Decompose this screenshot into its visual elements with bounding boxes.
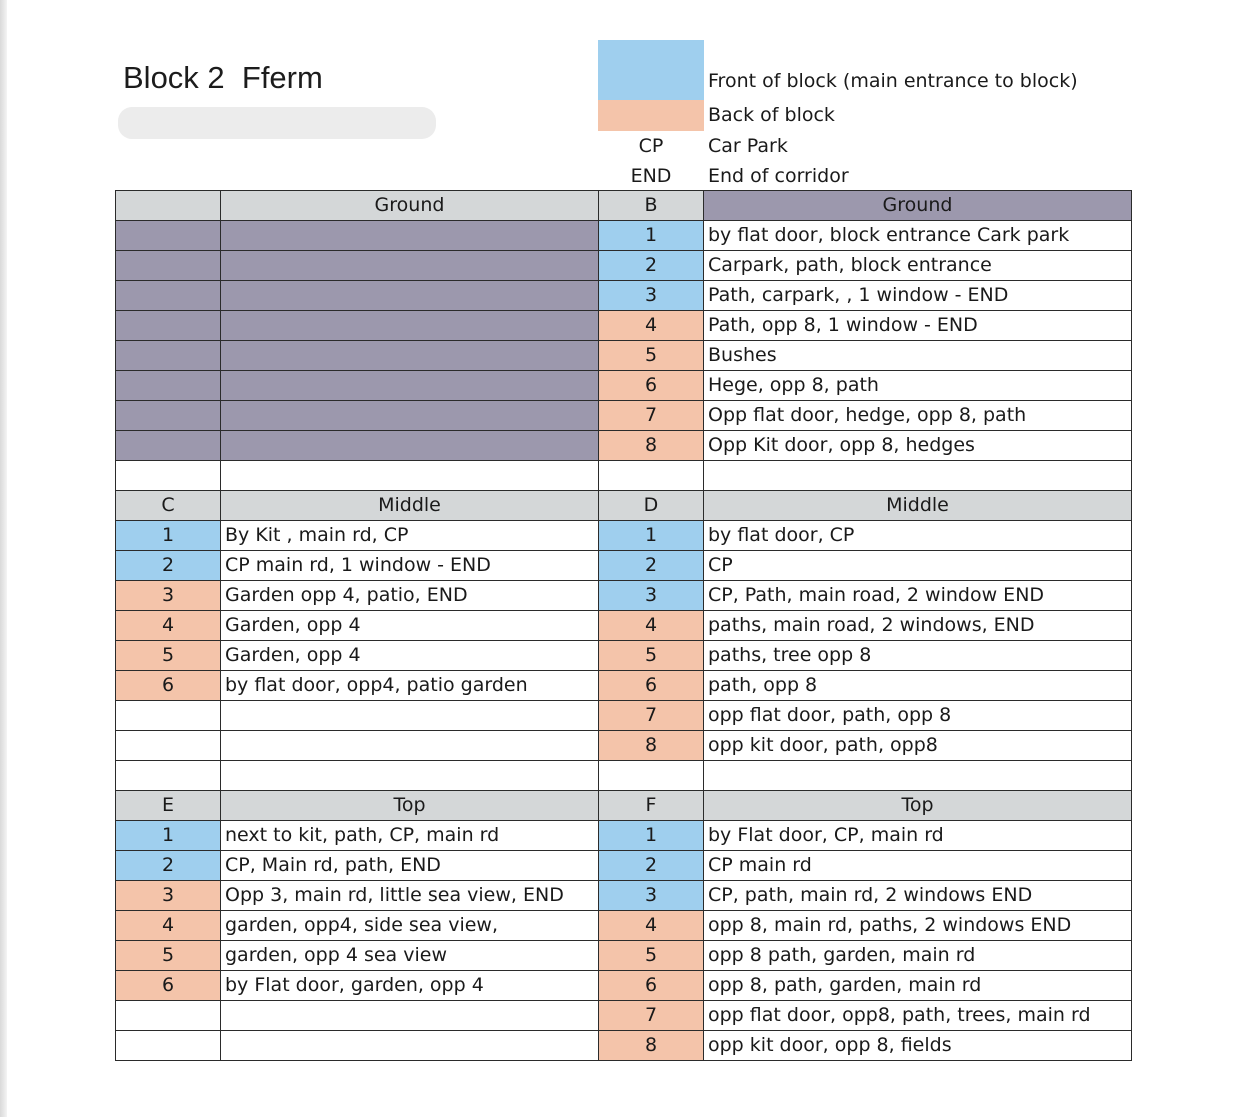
table-row xyxy=(116,521,1132,551)
left-description-cell: Top xyxy=(221,791,599,821)
left-flat-number-cell: 2 xyxy=(116,551,221,581)
left-description-cell xyxy=(221,281,599,311)
table-row xyxy=(116,731,1132,761)
left-description-cell xyxy=(221,731,599,761)
table-row xyxy=(116,941,1132,971)
left-description-cell xyxy=(221,461,599,491)
right-description-cell: Opp flat door, hedge, opp 8, path xyxy=(704,401,1132,431)
right-description-cell: by flat door, CP xyxy=(704,521,1132,551)
left-flat-number-cell: 3 xyxy=(116,881,221,911)
right-flat-number-cell: 3 xyxy=(599,581,704,611)
left-flat-number-cell xyxy=(116,341,221,371)
flat-location-table xyxy=(115,190,1132,1061)
right-flat-number-cell: 5 xyxy=(599,341,704,371)
left-description-cell xyxy=(221,251,599,281)
right-description-cell: by flat door, block entrance Cark park xyxy=(704,221,1132,251)
table-row xyxy=(116,341,1132,371)
right-description-cell: Opp Kit door, opp 8, hedges xyxy=(704,431,1132,461)
left-flat-number-cell xyxy=(116,221,221,251)
right-description-cell: Bushes xyxy=(704,341,1132,371)
legend-end-abbr: END xyxy=(630,165,672,187)
redacted-subtitle xyxy=(118,107,436,139)
right-description-cell: CP xyxy=(704,551,1132,581)
table-row xyxy=(116,551,1132,581)
left-flat-number-cell xyxy=(116,1001,221,1031)
left-flat-number-cell: 1 xyxy=(116,821,221,851)
left-flat-number-cell xyxy=(116,401,221,431)
left-description-cell xyxy=(221,341,599,371)
left-description-cell xyxy=(221,701,599,731)
right-flat-number-cell: 4 xyxy=(599,911,704,941)
table-row xyxy=(116,251,1132,281)
left-flat-number-cell xyxy=(116,701,221,731)
left-flat-number-cell xyxy=(116,431,221,461)
left-flat-number-cell: 2 xyxy=(116,851,221,881)
right-description-cell: Hege, opp 8, path xyxy=(704,371,1132,401)
left-description-cell: CP, Main rd, path, END xyxy=(221,851,599,881)
right-flat-number-cell xyxy=(599,761,704,791)
table-row xyxy=(116,461,1132,491)
right-flat-number-cell: 5 xyxy=(599,641,704,671)
left-description-cell: CP main rd, 1 window - END xyxy=(221,551,599,581)
left-flat-number-cell: 3 xyxy=(116,581,221,611)
scan-page-edge xyxy=(0,0,7,1117)
right-description-cell: CP main rd xyxy=(704,851,1132,881)
left-description-cell xyxy=(221,311,599,341)
back-color-swatch xyxy=(598,100,704,131)
right-description-cell: Carpark, path, block entrance xyxy=(704,251,1132,281)
table-row xyxy=(116,371,1132,401)
left-flat-number-cell xyxy=(116,281,221,311)
right-flat-number-cell: 7 xyxy=(599,1001,704,1031)
right-description-cell: opp 8, main rd, paths, 2 windows END xyxy=(704,911,1132,941)
right-flat-number-cell: 8 xyxy=(599,1031,704,1061)
table-row xyxy=(116,1031,1132,1061)
left-description-cell: by flat door, opp4, patio garden xyxy=(221,671,599,701)
right-flat-number-cell: 6 xyxy=(599,971,704,1001)
left-flat-number-cell xyxy=(116,371,221,401)
right-flat-number-cell: 2 xyxy=(599,251,704,281)
table-row xyxy=(116,281,1132,311)
left-description-cell xyxy=(221,761,599,791)
table-row xyxy=(116,401,1132,431)
left-description-cell xyxy=(221,1031,599,1061)
legend-back-label: Back of block xyxy=(708,104,835,126)
table-row xyxy=(116,221,1132,251)
table-row xyxy=(116,311,1132,341)
right-description-cell: Middle xyxy=(704,491,1132,521)
left-flat-number-cell xyxy=(116,191,221,221)
left-description-cell: by Flat door, garden, opp 4 xyxy=(221,971,599,1001)
right-description-cell: Path, carpark, , 1 window - END xyxy=(704,281,1132,311)
table-row xyxy=(116,911,1132,941)
table-row xyxy=(116,491,1132,521)
table-row xyxy=(116,431,1132,461)
right-flat-number-cell: F xyxy=(599,791,704,821)
left-flat-number-cell: 5 xyxy=(116,641,221,671)
left-description-cell: garden, opp4, side sea view, xyxy=(221,911,599,941)
right-description-cell: paths, tree opp 8 xyxy=(704,641,1132,671)
left-flat-number-cell xyxy=(116,761,221,791)
right-description-cell: Path, opp 8, 1 window - END xyxy=(704,311,1132,341)
left-description-cell: By Kit , main rd, CP xyxy=(221,521,599,551)
left-flat-number-cell xyxy=(116,251,221,281)
left-flat-number-cell xyxy=(116,1031,221,1061)
left-flat-number-cell: E xyxy=(116,791,221,821)
legend-front-label: Front of block (main entrance to block) xyxy=(708,70,1078,92)
left-description-cell xyxy=(221,401,599,431)
right-flat-number-cell: D xyxy=(599,491,704,521)
left-description-cell: Garden, opp 4 xyxy=(221,611,599,641)
right-description-cell: CP, Path, main road, 2 window END xyxy=(704,581,1132,611)
right-flat-number-cell: 7 xyxy=(599,401,704,431)
right-flat-number-cell: 4 xyxy=(599,611,704,641)
left-flat-number-cell xyxy=(116,461,221,491)
right-flat-number-cell: 3 xyxy=(599,281,704,311)
right-flat-number-cell: 7 xyxy=(599,701,704,731)
left-flat-number-cell: 4 xyxy=(116,911,221,941)
right-flat-number-cell: 8 xyxy=(599,431,704,461)
right-description-cell: Ground xyxy=(704,191,1132,221)
page-title: Block 2 Fferm xyxy=(123,60,323,95)
left-flat-number-cell: 6 xyxy=(116,671,221,701)
table-row xyxy=(116,761,1132,791)
legend-cp-abbr: CP xyxy=(638,135,664,157)
left-description-cell: Ground xyxy=(221,191,599,221)
table-row xyxy=(116,881,1132,911)
left-description-cell: next to kit, path, CP, main rd xyxy=(221,821,599,851)
table-row xyxy=(116,701,1132,731)
right-description-cell: opp kit door, opp 8, fields xyxy=(704,1031,1132,1061)
left-description-cell: Middle xyxy=(221,491,599,521)
right-description-cell: Top xyxy=(704,791,1132,821)
table-row xyxy=(116,791,1132,821)
right-description-cell xyxy=(704,461,1132,491)
right-flat-number-cell: 4 xyxy=(599,311,704,341)
right-flat-number-cell: 8 xyxy=(599,731,704,761)
left-description-cell xyxy=(221,371,599,401)
right-description-cell: opp kit door, path, opp8 xyxy=(704,731,1132,761)
right-flat-number-cell: 2 xyxy=(599,551,704,581)
right-flat-number-cell xyxy=(599,461,704,491)
table-row xyxy=(116,641,1132,671)
right-description-cell xyxy=(704,761,1132,791)
right-flat-number-cell: 1 xyxy=(599,821,704,851)
left-flat-number-cell: 5 xyxy=(116,941,221,971)
left-flat-number-cell: C xyxy=(116,491,221,521)
right-flat-number-cell: 3 xyxy=(599,881,704,911)
table-row xyxy=(116,611,1132,641)
left-flat-number-cell: 4 xyxy=(116,611,221,641)
right-description-cell: opp flat door, opp8, path, trees, main rd xyxy=(704,1001,1132,1031)
legend-cp-label: Car Park xyxy=(708,135,788,157)
left-description-cell: Opp 3, main rd, little sea view, END xyxy=(221,881,599,911)
right-flat-number-cell: 1 xyxy=(599,521,704,551)
right-flat-number-cell: B xyxy=(599,191,704,221)
left-description-cell xyxy=(221,221,599,251)
right-description-cell: opp flat door, path, opp 8 xyxy=(704,701,1132,731)
table-row xyxy=(116,971,1132,1001)
table-row xyxy=(116,671,1132,701)
left-description-cell: Garden opp 4, patio, END xyxy=(221,581,599,611)
right-flat-number-cell: 6 xyxy=(599,671,704,701)
table-body xyxy=(116,191,1132,1061)
table-row xyxy=(116,1001,1132,1031)
right-description-cell: paths, main road, 2 windows, END xyxy=(704,611,1132,641)
right-description-cell: opp 8, path, garden, main rd xyxy=(704,971,1132,1001)
right-flat-number-cell: 6 xyxy=(599,371,704,401)
left-flat-number-cell xyxy=(116,311,221,341)
table-row xyxy=(116,821,1132,851)
left-flat-number-cell: 6 xyxy=(116,971,221,1001)
right-description-cell: path, opp 8 xyxy=(704,671,1132,701)
front-color-swatch xyxy=(598,40,704,100)
left-description-cell xyxy=(221,1001,599,1031)
color-legend xyxy=(598,40,1118,190)
right-description-cell: opp 8 path, garden, main rd xyxy=(704,941,1132,971)
right-flat-number-cell: 1 xyxy=(599,221,704,251)
table-row xyxy=(116,191,1132,221)
right-description-cell: by Flat door, CP, main rd xyxy=(704,821,1132,851)
legend-end-label: End of corridor xyxy=(708,165,849,187)
right-description-cell: CP, path, main rd, 2 windows END xyxy=(704,881,1132,911)
right-flat-number-cell: 5 xyxy=(599,941,704,971)
table-row xyxy=(116,851,1132,881)
left-description-cell: garden, opp 4 sea view xyxy=(221,941,599,971)
left-description-cell xyxy=(221,431,599,461)
table-row xyxy=(116,581,1132,611)
right-flat-number-cell: 2 xyxy=(599,851,704,881)
left-flat-number-cell: 1 xyxy=(116,521,221,551)
left-description-cell: Garden, opp 4 xyxy=(221,641,599,671)
left-flat-number-cell xyxy=(116,731,221,761)
